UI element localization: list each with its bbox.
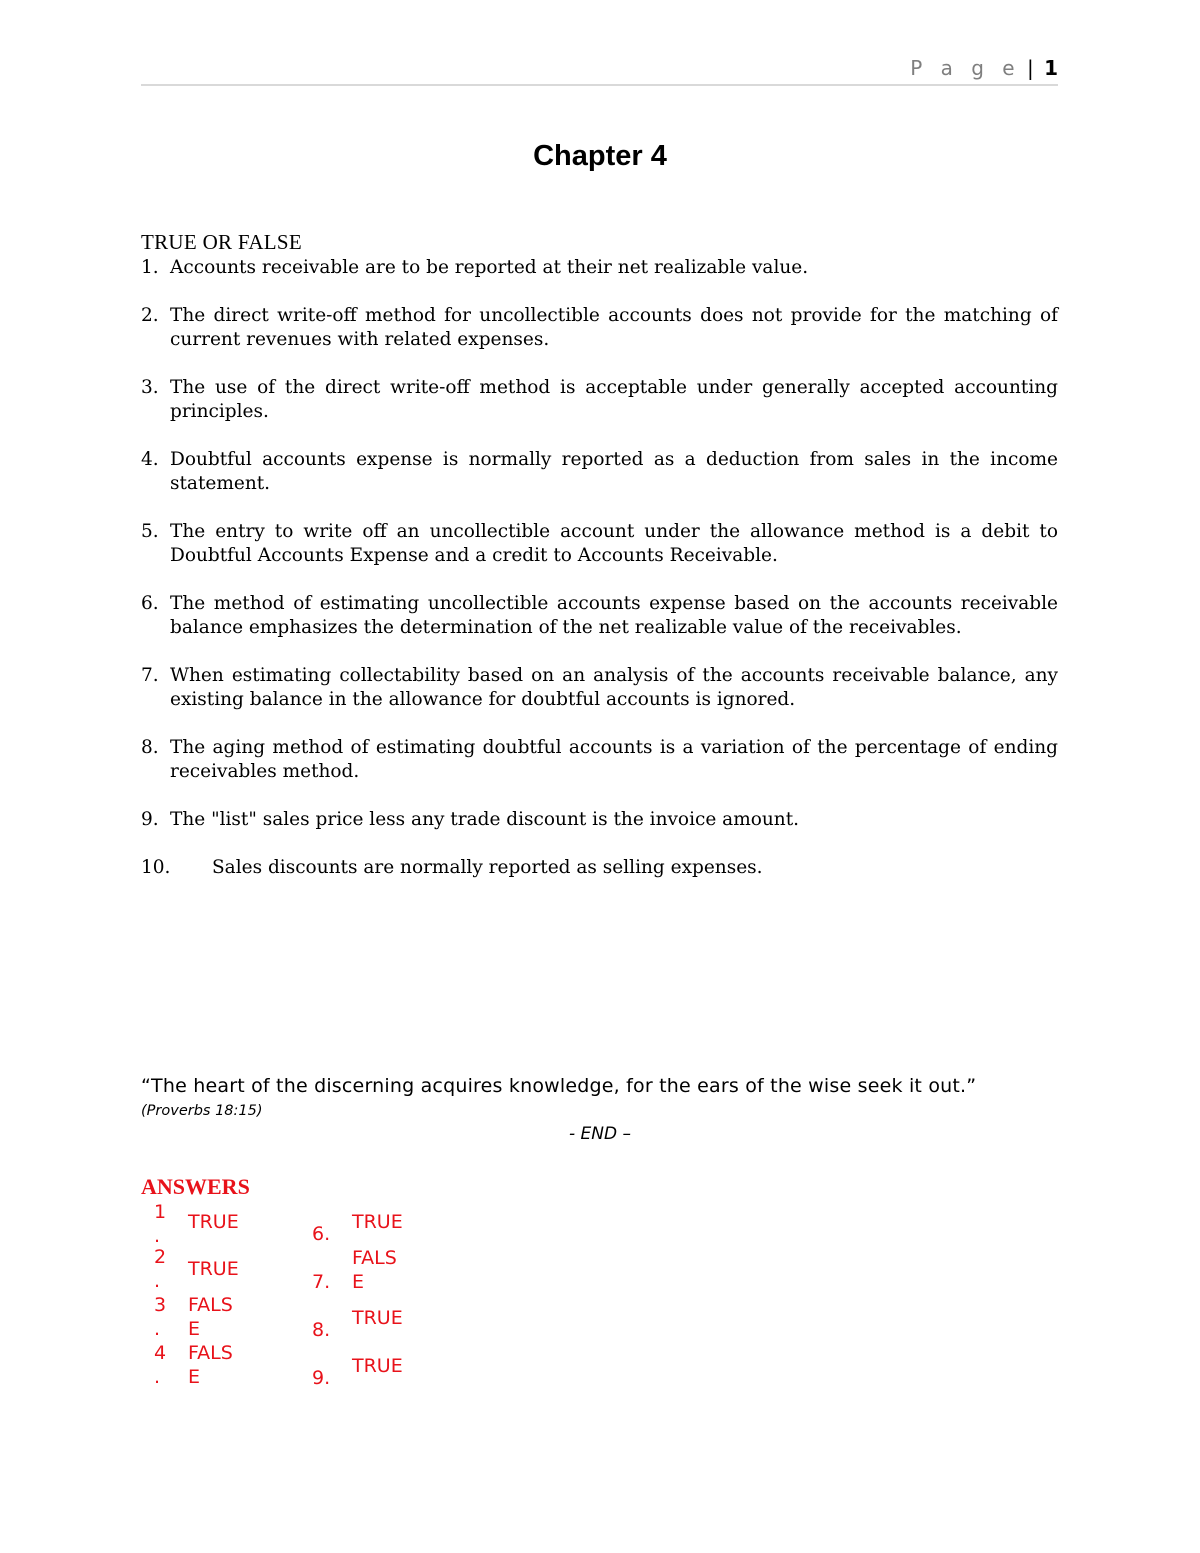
question-number: 5. (141, 521, 159, 542)
question-item (141, 304, 1058, 352)
answer-value: TRUE (188, 1211, 239, 1233)
answer-value: FALS E (188, 1294, 233, 1340)
question-text: Accounts receivable are to be reported at their net realizable value. (170, 257, 809, 278)
question-text: The "list" sales price less any trade discount is the invoice amount. (170, 809, 800, 830)
answer-value: TRUE (188, 1258, 239, 1280)
bible-quote: “The heart of the discerning acquires knowledge, for the ears of the wise seek it out.” (141, 1075, 977, 1097)
question-item (141, 448, 1058, 496)
question-item (141, 808, 1058, 832)
answer-number: 9. (312, 1367, 331, 1389)
question-item (141, 736, 1058, 784)
answer-number: 8. (312, 1319, 331, 1341)
question-number: 3. (141, 377, 159, 398)
question-text: The method of estimating uncollectible accounts expense based on the accounts receivable balance emphasizes the determination of the net realizable value of the receivables. (170, 593, 1058, 638)
answer-number: 3 . (154, 1294, 167, 1340)
quote-citation: (Proverbs 18:15) (141, 1103, 263, 1119)
answer-value: TRUE (352, 1211, 403, 1233)
question-number: 10. (141, 857, 171, 878)
question-item (141, 664, 1058, 712)
question-number: 8. (141, 737, 159, 758)
question-text: The aging method of estimating doubtful accounts is a variation of the percentage of ending receivables method. (170, 737, 1058, 782)
question-item (141, 376, 1058, 424)
question-text: Doubtful accounts expense is normally reported as a deduction from sales in the income statement. (170, 449, 1058, 494)
answer-value: TRUE (352, 1355, 403, 1377)
answer-number: 1 . (154, 1201, 167, 1247)
question-item (141, 856, 1058, 880)
answer-value: TRUE (352, 1307, 403, 1329)
question-item (141, 520, 1058, 568)
question-number: 1. (141, 257, 159, 278)
page-label: P a g e (910, 56, 1021, 80)
question-text: Sales discounts are normally reported as selling expenses. (212, 857, 763, 878)
question-number: 7. (141, 665, 159, 686)
question-text: The use of the direct write-off method is acceptable under generally accepted accounting principles. (170, 377, 1058, 422)
question-number: 6. (141, 593, 159, 614)
chapter-title: Chapter 4 (533, 140, 667, 172)
answers-title: ANSWERS (141, 1174, 250, 1199)
page-number: 1 (1044, 56, 1058, 80)
question-item (141, 592, 1058, 640)
end-mark: - END – (569, 1124, 631, 1144)
answer-value: FALS E (352, 1247, 397, 1293)
question-number: 2. (141, 305, 159, 326)
answer-number: 2 . (154, 1246, 167, 1292)
answer-number: 7. (312, 1271, 331, 1293)
question-item (141, 256, 1058, 280)
question-text: When estimating collectability based on an analysis of the accounts receivable balance, any existing balance in the allowance for doubtful accounts is ignored. (170, 665, 1058, 710)
page-header (141, 56, 1058, 86)
question-number: 9. (141, 809, 159, 830)
answer-value: FALS E (188, 1342, 233, 1388)
answer-number: 4 . (154, 1342, 167, 1388)
question-list (141, 256, 1058, 904)
question-text: The direct write-off method for uncollectible accounts does not provide for the matching of current revenues with related expenses. (170, 305, 1058, 350)
section-title: TRUE OR FALSE (141, 230, 303, 254)
answer-number: 6. (312, 1223, 331, 1245)
question-number: 4. (141, 449, 159, 470)
question-text: The entry to write off an uncollectible account under the allowance method is a debit to Doubtful Accounts Expense and a credit to Accounts Receivable. (170, 521, 1058, 566)
page-separator: | (1026, 56, 1034, 80)
